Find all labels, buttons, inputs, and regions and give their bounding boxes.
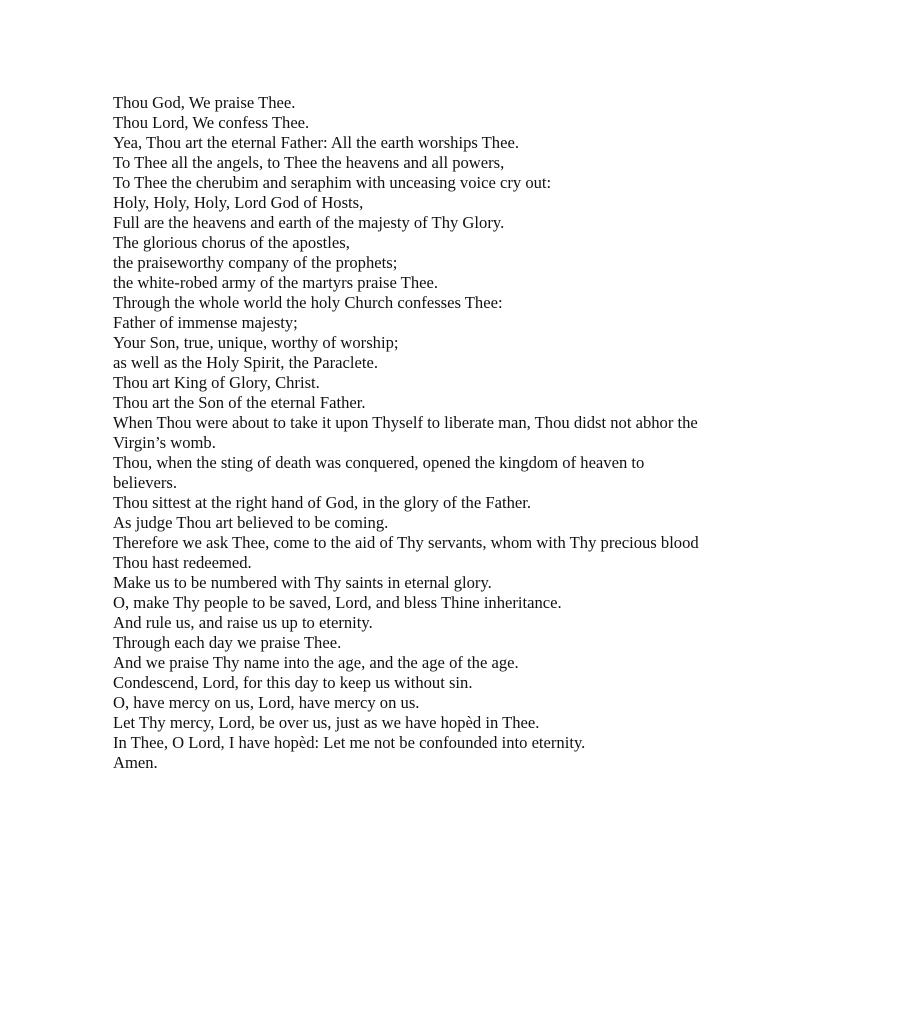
text-line: Let Thy mercy, Lord, be over us, just as we have hopèd in Thee. — [113, 713, 540, 732]
text-line: Father of immense majesty; — [113, 313, 298, 332]
hymn-text — [113, 93, 793, 773]
text-line: Thou, when the sting of death was conquered, opened the kingdom of heaven to — [113, 453, 645, 472]
text-line: Condescend, Lord, for this day to keep us without sin. — [113, 673, 473, 692]
text-line: believers. — [113, 473, 178, 492]
text-line: Through the whole world the holy Church confesses Thee: — [113, 293, 503, 312]
text-line: Thou Lord, We confess Thee. — [113, 113, 310, 132]
text-line: O, have mercy on us, Lord, have mercy on us. — [113, 693, 420, 712]
text-line: the praiseworthy company of the prophets; — [113, 253, 398, 272]
text-line: Virgin’s womb. — [113, 433, 216, 452]
text-line: And we praise Thy name into the age, and the age of the age. — [113, 653, 519, 672]
text-line: To Thee all the angels, to Thee the heavens and all powers, — [113, 153, 505, 172]
text-line: Amen. — [113, 753, 158, 772]
text-line: Make us to be numbered with Thy saints in eternal glory. — [113, 573, 492, 592]
text-line: The glorious chorus of the apostles, — [113, 233, 350, 252]
text-line: as well as the Holy Spirit, the Paraclete. — [113, 353, 378, 372]
text-line: Yea, Thou art the eternal Father: All the earth worships Thee. — [113, 133, 519, 152]
text-line: O, make Thy people to be saved, Lord, and bless Thine inheritance. — [113, 593, 562, 612]
text-line: Thou God, We praise Thee. — [113, 93, 296, 112]
text-line: Thou art King of Glory, Christ. — [113, 373, 320, 392]
text-line: In Thee, O Lord, I have hopèd: Let me not be confounded into eternity. — [113, 733, 586, 752]
text-line: Thou art the Son of the eternal Father. — [113, 393, 366, 412]
text-line: Thou sittest at the right hand of God, in the glory of the Father. — [113, 493, 531, 512]
text-line: Your Son, true, unique, worthy of worship; — [113, 333, 399, 352]
text-line: Holy, Holy, Holy, Lord God of Hosts, — [113, 193, 364, 212]
text-line: the white-robed army of the martyrs praise Thee. — [113, 273, 438, 292]
text-line: Full are the heavens and earth of the majesty of Thy Glory. — [113, 213, 505, 232]
text-line: Thou hast redeemed. — [113, 553, 252, 572]
text-line: To Thee the cherubim and seraphim with unceasing voice cry out: — [113, 173, 552, 192]
text-line: And rule us, and raise us up to eternity. — [113, 613, 373, 632]
text-line: Through each day we praise Thee. — [113, 633, 342, 652]
text-line: Therefore we ask Thee, come to the aid of Thy servants, whom with Thy precious blood — [113, 533, 699, 552]
text-line: As judge Thou art believed to be coming. — [113, 513, 389, 532]
text-line: When Thou were about to take it upon Thyself to liberate man, Thou didst not abhor the — [113, 413, 698, 432]
